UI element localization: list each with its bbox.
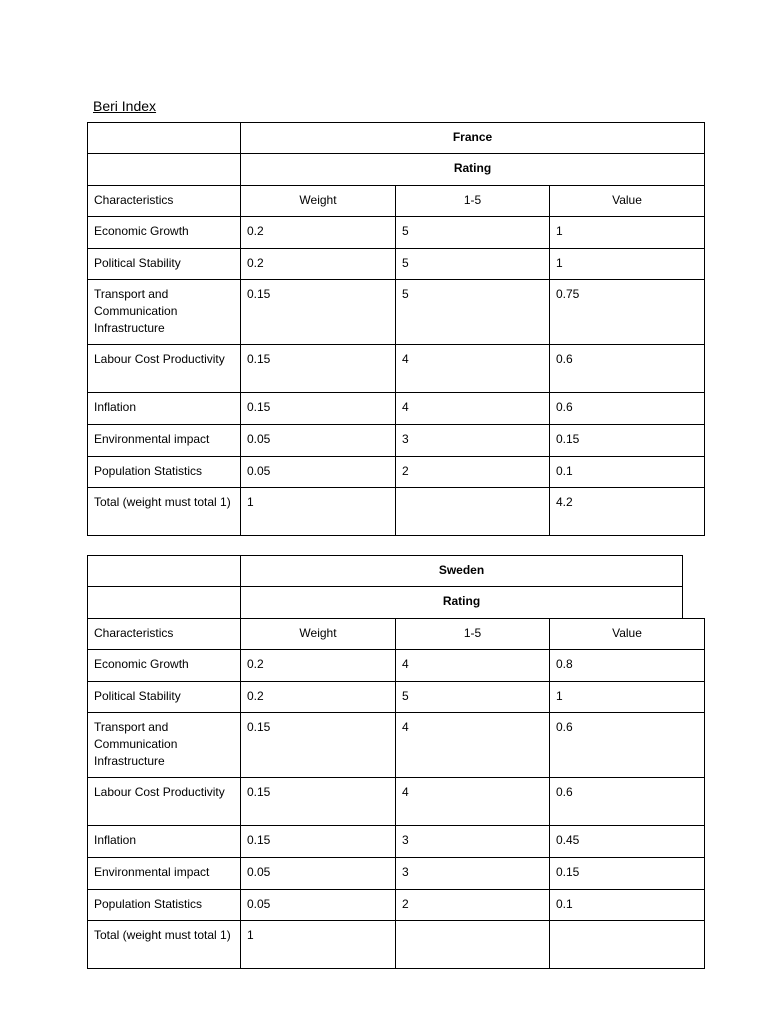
column-header-rating: 1-5 — [463, 193, 482, 207]
table-row-total — [88, 921, 705, 969]
table-row-total — [88, 488, 705, 536]
france-beri-table — [87, 122, 705, 536]
value-cell: 0.1 — [556, 897, 573, 911]
table-row — [88, 858, 705, 890]
characteristic-cell: Environmental impact — [94, 865, 210, 879]
table-row — [88, 682, 705, 713]
table-row — [88, 217, 705, 249]
table-row — [88, 650, 705, 682]
weight-cell: 0.05 — [247, 464, 271, 478]
rating-cell: 3 — [402, 432, 409, 446]
value-cell: 0.6 — [556, 352, 573, 366]
value-cell: 0.1 — [556, 464, 573, 478]
rating-cell: 5 — [402, 287, 409, 301]
rating-cell: 2 — [402, 464, 409, 478]
rating-header-row — [88, 587, 705, 619]
header-blank-cell — [88, 123, 241, 154]
country-name: France — [452, 130, 493, 144]
weight-cell: 0.15 — [247, 400, 271, 414]
rating-cell: 3 — [402, 833, 409, 847]
country-header-row — [88, 556, 705, 587]
value-cell: 0.75 — [556, 287, 580, 301]
weight-cell: 0.15 — [247, 785, 271, 799]
weight-cell: 0.15 — [247, 720, 271, 734]
characteristic-cell: Transport and Communication Infrastructure — [94, 720, 178, 768]
characteristic-cell: Transport and Communication Infrastructure — [94, 287, 178, 335]
rating-cell: 4 — [402, 785, 409, 799]
country-name-cell — [241, 123, 705, 154]
value-cell: 0.15 — [556, 865, 580, 879]
table-row — [88, 713, 705, 778]
value-cell: 0.6 — [556, 720, 573, 734]
column-header-row — [88, 186, 705, 217]
rating-label: Rating — [442, 594, 481, 608]
rating-label: Rating — [453, 161, 492, 175]
weight-cell: 0.05 — [247, 865, 271, 879]
column-header-rating: 1-5 — [463, 626, 482, 640]
characteristic-cell: Inflation — [94, 833, 137, 847]
weight-cell: 1 — [247, 495, 254, 509]
value-cell: 4.2 — [556, 495, 573, 509]
table-row — [88, 890, 705, 921]
weight-cell: 1 — [247, 928, 254, 942]
characteristic-cell: Labour Cost Productivity — [94, 785, 225, 799]
sweden-beri-table — [87, 555, 705, 969]
value-cell — [550, 921, 704, 927]
table-row — [88, 280, 705, 345]
value-cell: 0.6 — [556, 400, 573, 414]
table-row — [88, 826, 705, 858]
value-cell: 0.8 — [556, 657, 573, 671]
weight-cell: 0.2 — [247, 689, 264, 703]
rating-cell: 5 — [402, 689, 409, 703]
column-header-weight: Weight — [299, 626, 337, 640]
weight-cell: 0.05 — [247, 897, 271, 911]
weight-cell: 0.2 — [247, 657, 264, 671]
weight-cell: 0.15 — [247, 352, 271, 366]
weight-cell: 0.2 — [247, 256, 264, 270]
characteristic-cell: Inflation — [94, 400, 137, 414]
column-header-weight: Weight — [299, 193, 337, 207]
weight-cell: 0.2 — [247, 224, 264, 238]
rating-cell — [396, 921, 549, 927]
column-header-characteristics: Characteristics — [94, 626, 174, 640]
column-header-value: Value — [612, 193, 642, 207]
header-blank-cell — [88, 587, 241, 619]
value-cell: 0.45 — [556, 833, 580, 847]
rating-label-cell — [241, 154, 705, 186]
rating-cell: 4 — [402, 400, 409, 414]
value-cell: 1 — [556, 224, 563, 238]
table-row — [88, 778, 705, 826]
characteristic-cell: Political Stability — [94, 256, 181, 270]
column-header-row — [88, 619, 705, 650]
value-cell: 0.15 — [556, 432, 580, 446]
characteristic-cell: Population Statistics — [94, 464, 203, 478]
country-name-cell — [241, 556, 683, 587]
column-header-value: Value — [612, 626, 642, 640]
rating-header-row — [88, 154, 705, 186]
header-blank-cell — [88, 556, 241, 587]
rating-cell: 4 — [402, 657, 409, 671]
document-title: Beri Index — [93, 98, 157, 114]
rating-cell: 5 — [402, 224, 409, 238]
weight-cell: 0.05 — [247, 432, 271, 446]
characteristic-cell: Total (weight must total 1) — [94, 495, 231, 509]
column-header-characteristics: Characteristics — [94, 193, 174, 207]
rating-cell — [396, 488, 549, 494]
value-cell: 1 — [556, 689, 563, 703]
characteristic-cell: Economic Growth — [94, 224, 189, 238]
characteristic-cell: Political Stability — [94, 689, 181, 703]
country-name: Sweden — [438, 563, 485, 577]
weight-cell: 0.15 — [247, 287, 271, 301]
table-row — [88, 345, 705, 393]
table-row — [88, 249, 705, 280]
characteristic-cell: Economic Growth — [94, 657, 189, 671]
characteristic-cell: Total (weight must total 1) — [94, 928, 231, 942]
value-cell: 0.6 — [556, 785, 573, 799]
rating-cell: 3 — [402, 865, 409, 879]
characteristic-cell: Environmental impact — [94, 432, 210, 446]
table-row — [88, 457, 705, 488]
rating-label-cell — [241, 587, 683, 619]
table-row — [88, 393, 705, 425]
table-row — [88, 425, 705, 457]
weight-cell: 0.15 — [247, 833, 271, 847]
characteristic-cell: Labour Cost Productivity — [94, 352, 225, 366]
characteristic-cell: Population Statistics — [94, 897, 203, 911]
rating-cell: 2 — [402, 897, 409, 911]
rating-cell: 5 — [402, 256, 409, 270]
country-header-row — [88, 123, 705, 154]
rating-cell: 4 — [402, 720, 409, 734]
header-blank-cell — [88, 154, 241, 186]
value-cell: 1 — [556, 256, 563, 270]
rating-cell: 4 — [402, 352, 409, 366]
